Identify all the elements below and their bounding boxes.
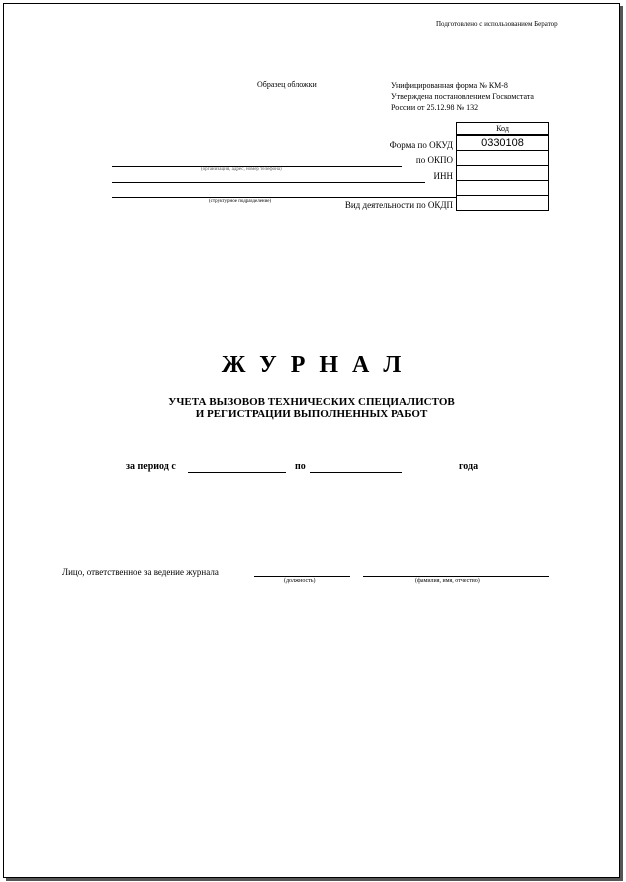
journal-title: ЖУРНАЛ (221, 352, 416, 378)
document-page (3, 3, 620, 878)
responsible-label: Лицо, ответственное за ведение журнала (62, 567, 219, 577)
prepared-note: Подготовлено с использованием Бератор (436, 20, 558, 28)
okud-value[interactable]: 0330108 (457, 135, 549, 151)
period-to-label: по (295, 461, 306, 472)
period-from-label: за период с (126, 461, 176, 472)
unit-caption: (структурное подразделение) (209, 199, 272, 204)
form-info (391, 80, 534, 113)
okdp-label: Вид деятельности по ОКДП (344, 200, 453, 210)
sample-label: Образец обложки (257, 80, 317, 89)
position-caption: (должность) (284, 578, 316, 584)
subtitle-line2: И РЕГИСТРАЦИИ ВЫПОЛНЕННЫХ РАБОТ (195, 408, 428, 420)
inn-label: ИНН (433, 171, 453, 181)
subtitle-line1: УЧЕТА ВЫЗОВОВ ТЕХНИЧЕСКИХ СПЕЦИАЛИСТОВ (168, 396, 455, 408)
org-caption: (организация, адрес, номер телефона) (201, 167, 282, 172)
name-caption: (фамилия, имя, отчество) (415, 578, 480, 584)
period-year-label: года (459, 461, 479, 472)
form-info-line1: Унифицированная форма № КМ-8 (391, 81, 508, 90)
position-field[interactable] (254, 576, 350, 577)
journal-subtitle (4, 396, 619, 420)
form-info-line3: России от 25.12.98 № 132 (391, 103, 479, 112)
okpo-value[interactable] (457, 151, 549, 166)
code-column-header: Код (457, 123, 549, 136)
unit-line[interactable] (112, 197, 456, 198)
period-to-field[interactable] (310, 472, 402, 473)
period-from-field[interactable] (188, 472, 286, 473)
name-field[interactable] (363, 576, 549, 577)
org-line-2[interactable] (112, 182, 425, 183)
extra-code-value[interactable] (457, 181, 549, 196)
inn-value[interactable] (457, 166, 549, 181)
okdp-value[interactable] (457, 196, 549, 211)
okud-label: Форма по ОКУД (389, 140, 453, 150)
form-info-line2: Утверждена постановлением Госкомстата (391, 92, 534, 101)
okpo-label: по ОКПО (415, 155, 453, 165)
code-table (456, 122, 549, 211)
